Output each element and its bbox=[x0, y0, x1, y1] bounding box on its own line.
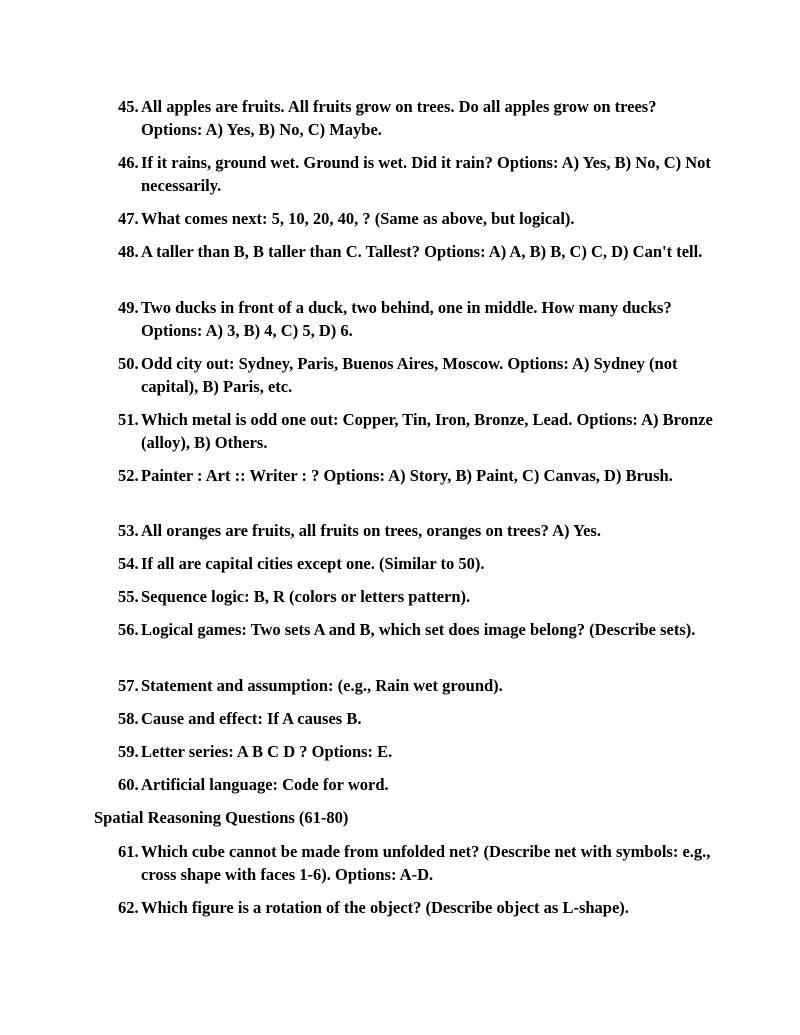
item-text: Odd city out: Sydney, Paris, Buenos Aires, Moscow. Options: A) Sydney (not capital), B) Paris, etc. bbox=[141, 354, 678, 396]
item-text: Sequence logic: B, R (colors or letters pattern). bbox=[141, 587, 471, 606]
list-item bbox=[118, 151, 718, 197]
item-text: Which figure is a rotation of the object? (Describe object as L-shape). bbox=[141, 898, 629, 917]
item-number: 53. bbox=[118, 521, 139, 540]
item-text: Letter series: A B C D ? Options: E. bbox=[141, 742, 393, 761]
item-number: 46. bbox=[118, 153, 139, 172]
list-item bbox=[118, 618, 718, 641]
section-heading: Spatial Reasoning Questions (61-80) bbox=[94, 808, 349, 827]
item-text: Painter : Art :: Writer : ? Options: A) Story, B) Paint, C) Canvas, D) Brush. bbox=[141, 466, 673, 485]
item-text: Two ducks in front of a duck, two behind, one in middle. How many ducks? Options: A) 3, B) 4, C) 5, D) 6. bbox=[141, 298, 672, 340]
list-item bbox=[118, 707, 718, 730]
list-item bbox=[118, 464, 718, 487]
item-text: Cause and effect: If A causes B. bbox=[141, 709, 362, 728]
list-item bbox=[118, 296, 718, 342]
item-number: 54. bbox=[118, 554, 139, 573]
list-item bbox=[118, 408, 718, 454]
item-number: 60. bbox=[118, 775, 139, 794]
item-text: Which cube cannot be made from unfolded net? (Describe net with symbols: e.g., cross shape with faces 1-6). Options: A-D. bbox=[141, 842, 711, 884]
list-item bbox=[118, 674, 718, 697]
list-item bbox=[118, 896, 718, 919]
item-number: 57. bbox=[118, 676, 139, 695]
item-number: 48. bbox=[118, 242, 139, 261]
list-item bbox=[118, 740, 718, 763]
item-text: Logical games: Two sets A and B, which set does image belong? (Describe sets). bbox=[141, 620, 696, 639]
item-number: 49. bbox=[118, 298, 139, 317]
item-number: 61. bbox=[118, 842, 139, 861]
item-number: 59. bbox=[118, 742, 139, 761]
item-number: 55. bbox=[118, 587, 139, 606]
item-number: 47. bbox=[118, 209, 139, 228]
item-text: If all are capital cities except one. (Similar to 50). bbox=[141, 554, 485, 573]
item-text: Statement and assumption: (e.g., Rain wet ground). bbox=[141, 676, 503, 695]
item-text: Which metal is odd one out: Copper, Tin, Iron, Bronze, Lead. Options: A) Bronze (alloy), B) Others. bbox=[141, 410, 713, 452]
list-item bbox=[118, 773, 718, 796]
list-item bbox=[118, 840, 718, 886]
list-item bbox=[118, 352, 718, 398]
list-item bbox=[118, 519, 718, 542]
item-text: All apples are fruits. All fruits grow on trees. Do all apples grow on trees? Options: A) Yes, B) No, C) Maybe. bbox=[141, 97, 657, 139]
item-number: 51. bbox=[118, 410, 139, 429]
item-number: 62. bbox=[118, 898, 139, 917]
item-text: All oranges are fruits, all fruits on trees, oranges on trees? A) Yes. bbox=[141, 521, 601, 540]
item-text: A taller than B, B taller than C. Tallest? Options: A) A, B) B, C) C, D) Can't tell. bbox=[141, 242, 703, 261]
list-item bbox=[118, 240, 718, 263]
item-number: 50. bbox=[118, 354, 139, 373]
item-text: What comes next: 5, 10, 20, 40, ? (Same as above, but logical). bbox=[141, 209, 575, 228]
item-number: 56. bbox=[118, 620, 139, 639]
list-item bbox=[118, 95, 718, 141]
list-item bbox=[118, 207, 718, 230]
item-number: 45. bbox=[118, 97, 139, 116]
list-item bbox=[118, 552, 718, 575]
item-number: 58. bbox=[118, 709, 139, 728]
list-item bbox=[118, 585, 718, 608]
item-text: Artificial language: Code for word. bbox=[141, 775, 389, 794]
item-text: If it rains, ground wet. Ground is wet. Did it rain? Options: A) Yes, B) No, C) Not necessarily. bbox=[141, 153, 711, 195]
item-number: 52. bbox=[118, 466, 139, 485]
